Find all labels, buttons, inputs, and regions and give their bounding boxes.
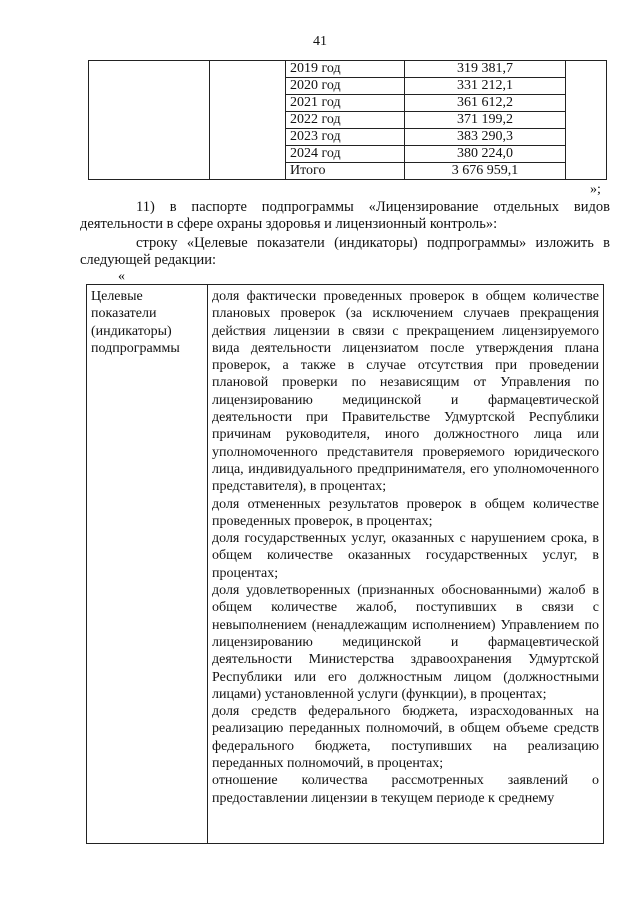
page-number: 41 bbox=[313, 34, 327, 49]
indicators-content bbox=[208, 285, 604, 844]
funding-amount: 319 381,7 bbox=[405, 61, 566, 78]
funding-amount: 3 676 959,1 bbox=[405, 163, 566, 180]
indicator-item: доля фактически проведенных проверок в общем количестве плановых проверок (за исключением случаев прекращения действия лицензии в связи с прекращением лицензируемого вида деятельности лицензиатом после утверждения плана проверок, а также в случае отсутствия при проведении плановой проверки по независящим от Управления по лицензированию медицинской и фармацевтической деятельности при Правительстве Удмуртской Республики причинам руководителя, иного должностного лица или уполномоченного представителя проверяемого юридического лица, индивидуального предпринимателя, его уполномоченного представителя), в процентах; bbox=[212, 289, 599, 495]
indicator-item: доля удовлетворенных (признанных обоснованными) жалоб в общем количестве жалоб, поступивших в связи с невыполнением (ненадлежащим исполнением) Управлением по лицензированию медицинской и фармацевтической деятельности Министерства здравоохранения Удмуртской Республики или его должностным лицом (должностными лицами) установленной услуги (функции), в процентах; bbox=[212, 583, 599, 702]
funding-year: 2024 год bbox=[286, 146, 405, 163]
funding-amount: 331 212,1 bbox=[405, 78, 566, 95]
funding-amount: 383 290,3 bbox=[405, 129, 566, 146]
funding-blank-cell bbox=[566, 61, 607, 180]
funding-year: 2023 год bbox=[286, 129, 405, 146]
funding-amount: 380 224,0 bbox=[405, 146, 566, 163]
funding-row bbox=[89, 61, 607, 78]
funding-year: 2021 год bbox=[286, 95, 405, 112]
funding-year: 2022 год bbox=[286, 112, 405, 129]
indicators-table bbox=[86, 284, 604, 844]
indicator-item: доля отмененных результатов проверок в общем количестве проведенных проверок, в процентах; bbox=[212, 496, 599, 529]
indicator-item: доля государственных услуг, оказанных с нарушением срока, в общем количестве оказанных государственных услуг, в процентах; bbox=[212, 531, 599, 581]
funding-year: 2020 год bbox=[286, 78, 405, 95]
indicator-item: отношение количества рассмотренных заявлений о предоставлении лицензии в текущем периоде к среднему bbox=[212, 773, 599, 806]
funding-blank-cell bbox=[210, 61, 286, 180]
paragraph-11: 11) в паспорте подпрограммы «Лицензирование отдельных видов деятельности в сфере охраны здоровья и лицензионный контроль»: bbox=[80, 199, 610, 232]
funding-year: Итого bbox=[286, 163, 405, 180]
opening-quote: « bbox=[118, 269, 125, 284]
funding-amount: 361 612,2 bbox=[405, 95, 566, 112]
funding-blank-cell bbox=[89, 61, 210, 180]
closing-quote: »; bbox=[590, 182, 601, 197]
indicator-item: доля средств федерального бюджета, израсходованных на реализацию переданных полномочий, в общем объеме средств федерального бюджета, поступивших на реализацию переданных полномочий, в процентах; bbox=[212, 704, 599, 772]
paragraph-replace-line: строку «Целевые показатели (индикаторы) подпрограммы» изложить в следующей редакции: bbox=[80, 235, 610, 268]
funding-table bbox=[88, 60, 607, 180]
funding-year: 2019 год bbox=[286, 61, 405, 78]
indicators-label: Целевые показатели (индикаторы) подпрограммы bbox=[87, 285, 208, 844]
funding-amount: 371 199,2 bbox=[405, 112, 566, 129]
